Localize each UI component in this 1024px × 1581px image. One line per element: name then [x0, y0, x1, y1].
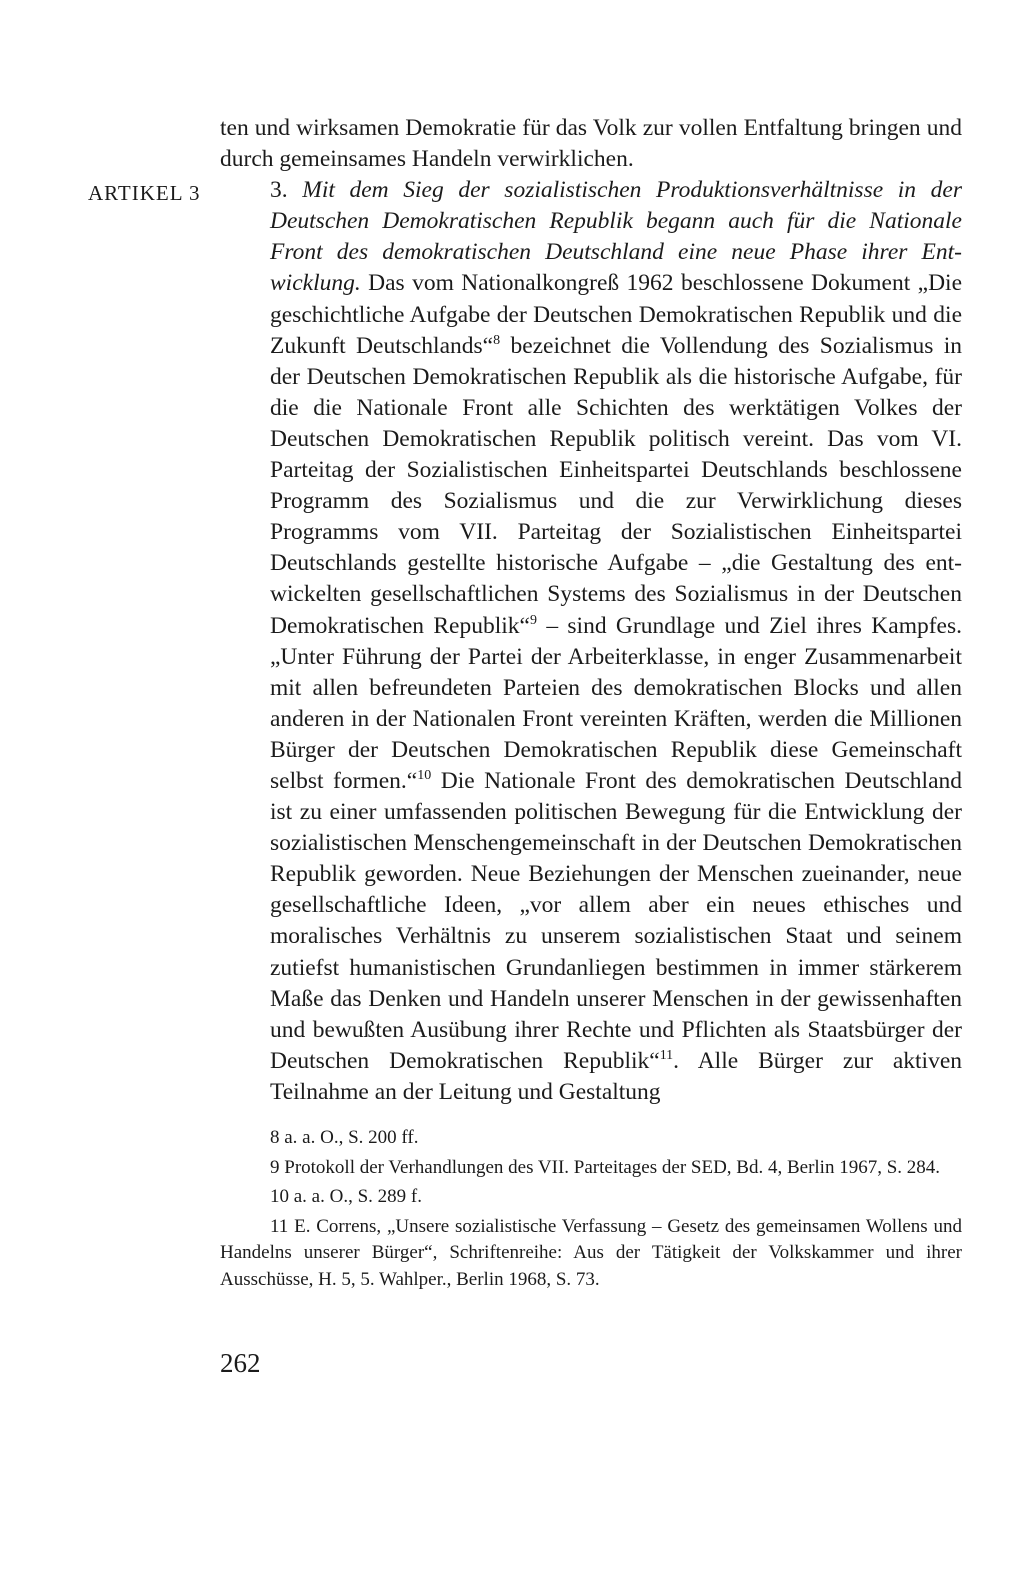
- section-text-2: bezeichnet die Vollendung des Sozialismus in der Deutschen Demokratischen Republik als die historische Aufgabe, für die die Nationale Front alle Schichten des werktätigen Volkes der Deutschen Demokratischen Republik politisch vereint. Das vom VI. Parteitag der Sozialistischen Einheitspartei Deutschlands beschlossene Programm des Sozialismus und die zur Verwirklichung dieses Programms vom VII. Parteitag der Sozialistischen Einheitspartei Deutschlands gestellte historische Aufgabe – „die Gestaltung des entwickelten gesellschaftlichen Systems des Sozialismus in der Deutschen Demokratischen Republik“: [270, 332, 962, 639]
- section-text-4: Die Nationale Front des demokratischen Deutschland ist zu einer umfassenden politischen Bewegung für die Entwicklung der sozialistischen Menschengemeinschaft in der Deutschen Demokratischen Republik geworden. Neue Beziehungen der Menschen zueinander, neue gesellschaftliche Ideen, „vor allem aber ein neues ethisches und moralisches Verhältnis zu unserem sozialistischen Staat und seinem zutiefst humanistischen Grundanliegen bestimmen in immer stärkerem Maße das Denken und Handeln unserer Menschen in der gewissenhaften und bewußten Ausübung ihrer Rechte und Pflichten als Staatsbürger der Deutschen Demokratischen Republik“: [270, 767, 963, 1074]
- section-paragraph: [220, 175, 962, 1108]
- body-text: [220, 113, 962, 1108]
- footnote-11: 11 E. Correns, „Unsere sozialistische Verfassung – Gesetz des gemeinsamen Wollens und Handelns unserer Bürger“, Schriftenreihe: Aus der Tätigkeit der Volkskammer und ihrer Ausschüsse, H. 5, 5. Wahlper., Berlin 1968, S. 73.: [220, 1215, 962, 1290]
- footnotes: [220, 1125, 962, 1297]
- section-text-1: Das vom Nationalkongreß 1962 beschlossene Dokument „Die geschichtliche Aufgabe der Deutschen Demokratischen Republik und die Zukunft Deutschlands“: [270, 270, 963, 359]
- footnote-ref-11: 11: [659, 1047, 674, 1063]
- footnote-8: 8 a. a. O., S. 200 ff.: [270, 1127, 419, 1148]
- footnote-ref-10: 10: [417, 768, 432, 784]
- footnote-ref-9: 9: [529, 612, 537, 628]
- margin-note-article: ARTIKEL 3: [88, 181, 201, 205]
- continuation-paragraph: ten und wirksamen Demokratie für das Volk zur vollen Entfaltung bringen und durch gemeinsames Handeln verwirklichen.: [220, 115, 962, 173]
- section-text-5: . Alle Bürger zur aktiven Teilnahme an der Leitung und Gestaltung: [270, 1047, 963, 1105]
- footnote-10: 10 a. a. O., S. 289 f.: [270, 1186, 422, 1208]
- footnote-ref-8: 8: [493, 332, 501, 348]
- page-number: 262: [220, 1348, 261, 1378]
- section-text-3: – sind Grundlage und Ziel ihres Kampfes. „Unter Führung der Partei der Arbeiterklasse, in enger Zusammenarbeit mit allen befreundeten Parteien des demokratischen Blocks und allen anderen in der Nationalen Front vereinten Kräften, werden die Millionen Bürger der Deutschen Demokratischen Republik diese Gemeinschaft selbst formen.“: [270, 612, 963, 794]
- section-number: 3.: [270, 177, 288, 204]
- footnote-9: 9 Protokoll der Verhandlungen des VII. Parteitages der SED, Bd. 4, Berlin 1967, S. 284.: [270, 1156, 941, 1178]
- italic-lead: Mit dem Sieg der sozialistischen Produktionsverhältnisse in der Deutschen Demokratischen Republik begann auch für die Nationale Front des demokratischen Deutschland eine neue Phase ihrer Entwicklung.: [270, 177, 962, 297]
